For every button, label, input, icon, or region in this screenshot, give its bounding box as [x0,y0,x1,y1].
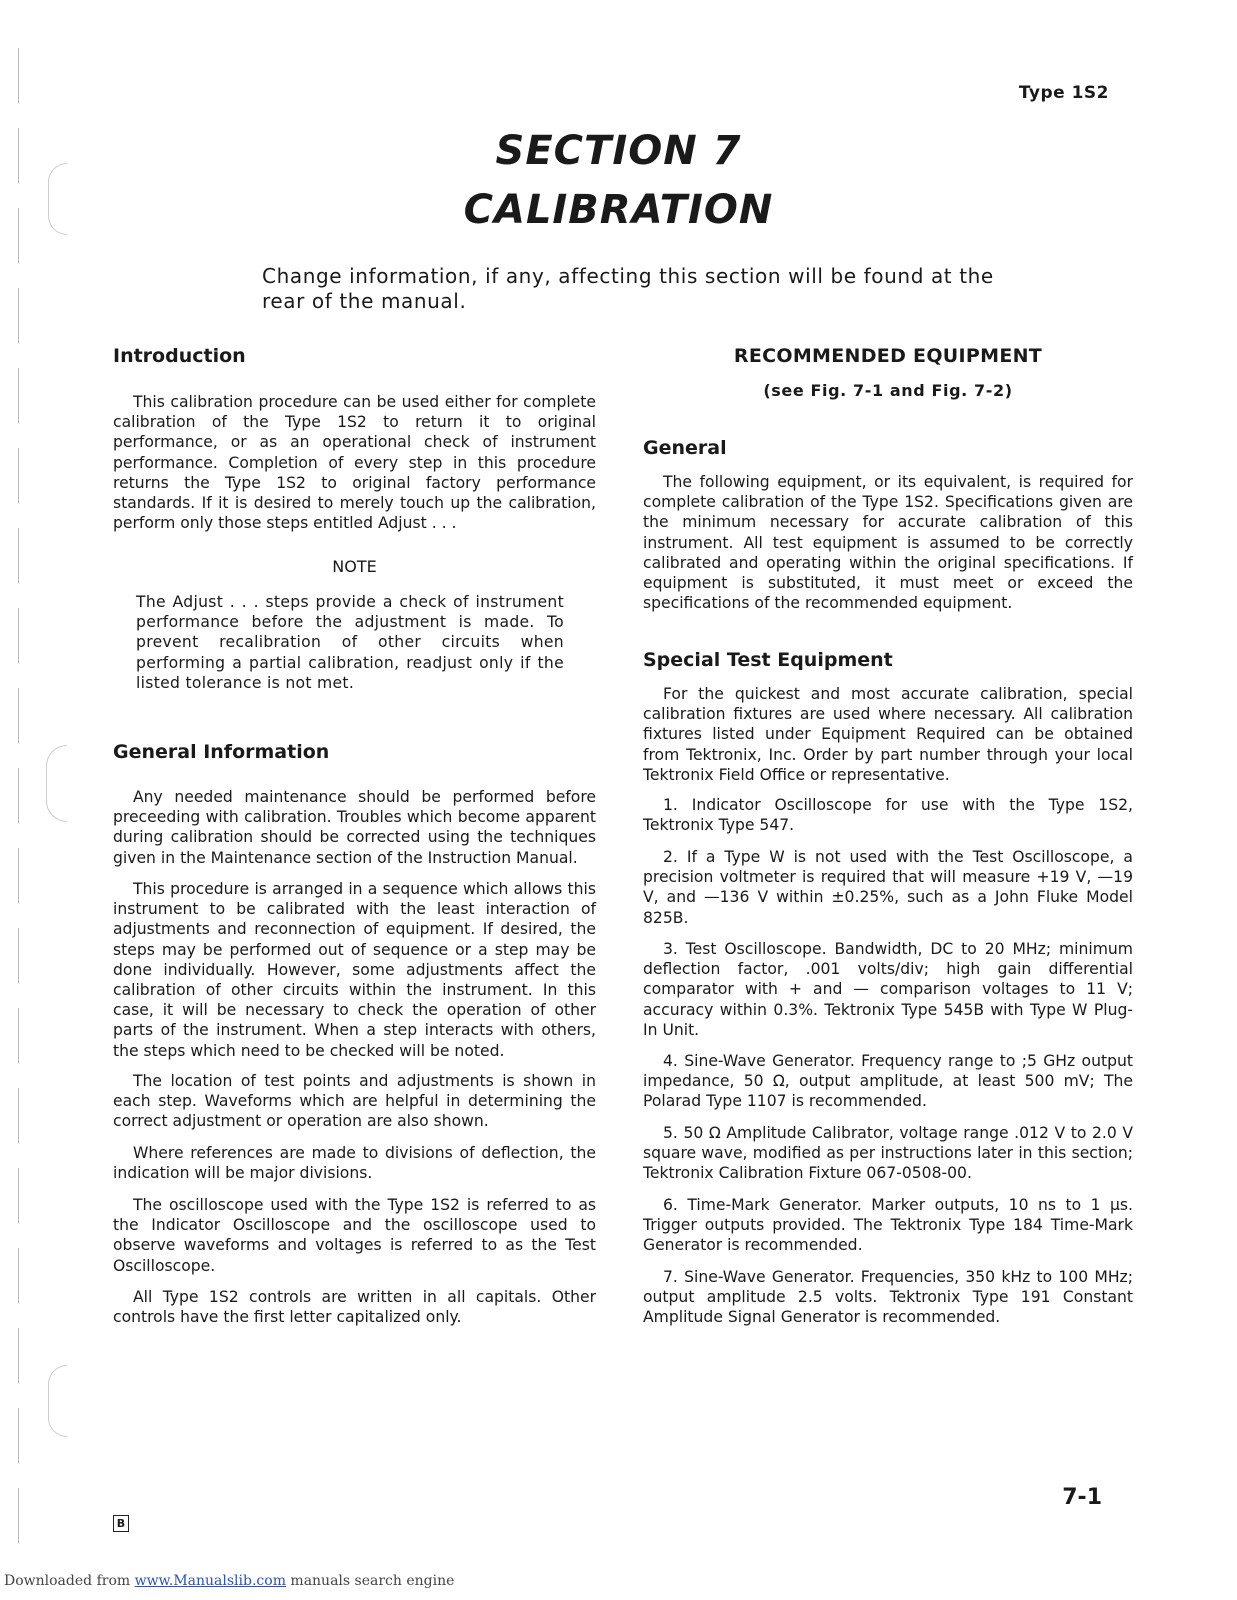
equipment-item: 1. Indicator Oscilloscope for use with the Type 1S2, Tektronix Type 547. [643,796,1133,835]
paragraph: This procedure is arranged in a sequence which allows this instrument to be calibrated with the least interaction of adjustments and reconnection of equipment. If desired, the steps may be performed out of sequence or a step may be done individually. However, some adjustments affect the calibration of other circuits within the instrument. In this case, it will be necessary to check the operation of other parts of the instrument. When a step interacts with others, the steps which need to be checked will be noted. [113,880,596,1060]
binding-mark [18,1328,33,1383]
paragraph: The oscilloscope used with the Type 1S2 is referred to as the Indicator Oscilloscope and the oscilloscope used to observe waveforms and voltages is referred to as the Test Oscilloscope. [113,1196,596,1275]
special-text: For the quickest and most accurate calibration, special calibration fixtures are used where necessary. All calibration fixtures listed under Equipment Required can be obtained from Tektronix, Inc. Order by part number through your local Tektronix Field Office or representative. [643,685,1133,784]
binding-mark [18,608,33,663]
recommended-equipment-heading: RECOMMENDED EQUIPMENT [733,345,1043,367]
binding-mark [18,48,33,103]
paragraph: Where references are made to divisions of deflection, the indication will be major divisions. [113,1144,596,1183]
equipment-item: 7. Sine-Wave Generator. Frequencies, 350 kHz to 100 MHz; output amplitude 2.5 volts. Tektronix Type 191 Constant Amplitude Signal Generator is recommended. [643,1268,1133,1327]
paragraph: The location of test points and adjustments is shown in each step. Waveforms which are helpful in determining the correct adjustment or operation are also shown. [113,1072,596,1131]
binding-mark [18,448,33,503]
punch-hole [48,1365,67,1437]
introduction-heading: Introduction [113,345,246,367]
equipment-item: 4. Sine-Wave Generator. Frequency range to ;5 GHz output impedance, 50 Ω, output amplitude, at least 500 mV; The Polarad Type 1107 is recommended. [643,1052,1133,1111]
binding-mark [18,528,33,583]
binding-mark [18,688,33,743]
paragraph: Any needed maintenance should be performed before preceeding with calibration. Troubles which become apparent during calibration should be corrected using the techniques given in the Maintenance section of the Instruction Manual. [113,788,596,867]
general-heading: General [643,437,727,459]
footer-suffix: manuals search engine [285,1573,455,1589]
binding-mark [18,928,33,983]
equipment-item: 6. Time-Mark Generator. Marker outputs, 10 ns to 1 µs. Trigger outputs provided. The Tektronix Type 184 Time-Mark Generator is recommended. [643,1196,1133,1255]
paragraph: All Type 1S2 controls are written in all capitals. Other controls have the first letter capitalized only. [113,1288,596,1327]
figure-reference: (see Fig. 7-1 and Fig. 7-2) [763,381,1013,400]
binding-mark [18,848,33,903]
footer-prefix: Downloaded from [4,1573,135,1589]
manualslib-link[interactable]: www.Manualslib.com [134,1573,286,1589]
note-heading: NOTE [332,557,377,576]
binding-mark [18,1488,33,1543]
note-text: The Adjust . . . steps provide a check of instrument performance before the adjustment is made. To prevent recalibration of other circuits when performing a partial calibration, readjust only if the listed tolerance is not met. [136,593,564,692]
page-number: 7-1 [1062,1485,1102,1510]
section-number: SECTION 7 [495,128,742,174]
binding-mark [18,288,33,343]
equipment-item: 2. If a Type W is not used with the Test Oscilloscope, a precision voltmeter is required that will measure +19 V, —19 V, and —136 V within ±0.25%, such as a John Fluke Model 825B. [643,848,1133,927]
binding-mark [18,1248,33,1303]
equipment-item: 5. 50 Ω Amplitude Calibrator, voltage range .012 V to 2.0 V square wave, modified as per instructions later in this section; Tektronix Calibration Fixture 067-0508-00. [643,1124,1133,1183]
binding-mark [18,1408,33,1463]
binding-mark [18,368,33,423]
section-title: CALIBRATION [463,187,774,233]
introduction-text: This calibration procedure can be used either for complete calibration of the Type 1S2 to return it to original performance, or as an operational check of instrument performance. Completion of every step in this procedure returns the Type 1S2 to original factory performance standards. If it is desired to merely touch up the calibration, perform only those steps entitled Adjust . . . [113,393,596,533]
equipment-item: 3. Test Oscilloscope. Bandwidth, DC to 20 MHz; minimum deflection factor, .001 volts/div; high gain differential comparator with + and — comparison voltages to 11 V; accuracy within 0.3%. Tektronix Type 545B with Type W Plug-In Unit. [643,940,1133,1039]
general-information-heading: General Information [113,741,330,763]
special-test-equipment-heading: Special Test Equipment [643,649,893,671]
change-notice: Change information, if any, affecting this section will be found at the rear of the manual. [262,264,994,313]
binding-mark [18,768,33,823]
revision-mark: B [113,1515,129,1532]
model-label: Type 1S2 [1018,83,1109,103]
binding-mark [18,1008,33,1063]
binding-mark [18,1088,33,1143]
binding-mark [18,1168,33,1223]
download-footer [4,1573,454,1589]
punch-hole [46,745,67,822]
general-text: The following equipment, or its equivalent, is required for complete calibration of the Type 1S2. Specifications given are the minimum necessary for accurate calibration of this instrument. All test equipment is assumed to be correctly calibrated and operating within the original specifications. If equipment is substituted, it must meet or exceed the specifications of the recommended equipment. [643,473,1133,613]
